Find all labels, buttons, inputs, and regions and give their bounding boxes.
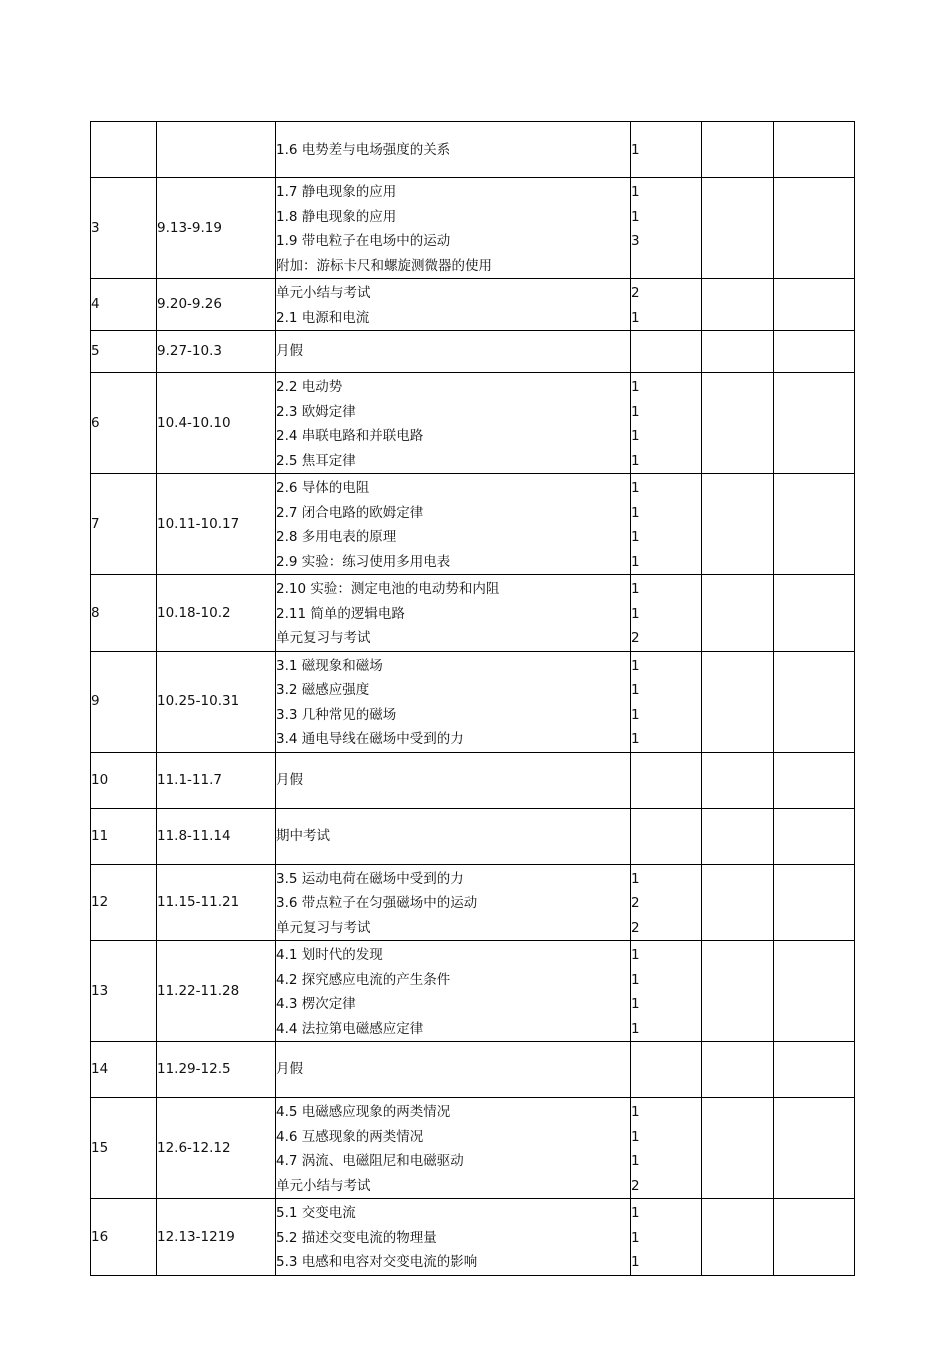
topic-cell <box>276 752 631 808</box>
date-range-cell: 11.29-12.5 <box>157 1042 276 1098</box>
table-row <box>91 1042 855 1098</box>
topic-line: 2.11 简单的逻辑电路 <box>276 605 405 622</box>
topic-cell <box>276 1098 631 1199</box>
extra-cell-1 <box>702 864 774 941</box>
extra-cell-2 <box>774 474 855 575</box>
hours-line: 1 <box>631 1020 640 1037</box>
hours-cell <box>631 1199 702 1276</box>
extra-cell-1 <box>702 1098 774 1199</box>
hours-cell <box>631 651 702 752</box>
topic-line: 3.4 通电导线在磁场中受到的力 <box>276 731 464 747</box>
hours-line: 1 <box>631 731 640 747</box>
schedule-table <box>90 121 855 1276</box>
topic-line: 4.2 探究感应电流的产生条件 <box>276 971 451 988</box>
topic-line: 4.6 互感现象的两类情况 <box>276 1128 424 1145</box>
extra-cell-1 <box>702 331 774 373</box>
topic-cell <box>276 864 631 941</box>
hours-cell <box>631 178 702 279</box>
hours-cell <box>631 373 702 474</box>
hours-line: 1 <box>631 1254 640 1270</box>
week-cell: 9 <box>91 651 157 752</box>
date-range-cell: 10.11-10.17 <box>157 474 276 575</box>
topic-cell <box>276 575 631 652</box>
hours-line: 1 <box>631 1229 640 1246</box>
topic-line: 4.3 楞次定律 <box>276 996 356 1012</box>
hours-cell <box>631 331 702 373</box>
topic-line: 2.2 电动势 <box>276 379 343 395</box>
week-cell: 3 <box>91 178 157 279</box>
hours-cell <box>631 575 702 652</box>
week-cell: 16 <box>91 1199 157 1276</box>
topic-line: 附加：游标卡尺和螺旋测微器的使用 <box>276 257 492 274</box>
topic-line: 2.1 电源和电流 <box>276 309 370 326</box>
hours-line: 1 <box>631 428 640 444</box>
table-row <box>91 808 855 864</box>
extra-cell-1 <box>702 122 774 178</box>
hours-line: 1 <box>631 657 640 674</box>
table-row <box>91 331 855 373</box>
date-range-cell: 9.13-9.19 <box>157 178 276 279</box>
extra-cell-2 <box>774 864 855 941</box>
table-row <box>91 1098 855 1199</box>
topic-line: 5.3 电感和电容对交变电流的影响 <box>276 1254 478 1270</box>
topic-line: 单元小结与考试 <box>276 1177 371 1194</box>
table-row <box>91 122 855 178</box>
topic-cell <box>276 1042 631 1098</box>
topic-cell <box>276 808 631 864</box>
topic-line: 5.2 描述交变电流的物理量 <box>276 1229 437 1246</box>
topic-line: 4.5 电磁感应现象的两类情况 <box>276 1104 451 1120</box>
hours-line: 2 <box>631 285 640 301</box>
topic-cell <box>276 474 631 575</box>
topic-line: 5.1 交变电流 <box>276 1205 356 1221</box>
hours-line: 1 <box>631 1153 640 1169</box>
hours-line: 1 <box>631 682 640 698</box>
schedule-body <box>91 122 855 1276</box>
topic-line: 4.1 划时代的发现 <box>276 947 383 963</box>
week-cell: 7 <box>91 474 157 575</box>
date-range-cell: 12.13-1219 <box>157 1199 276 1276</box>
hours-line: 1 <box>631 379 640 395</box>
topic-line: 1.9 带电粒子在电场中的运动 <box>276 233 451 249</box>
extra-cell-2 <box>774 331 855 373</box>
hours-cell <box>631 279 702 331</box>
week-cell: 4 <box>91 279 157 331</box>
week-cell: 13 <box>91 941 157 1042</box>
topic-line: 1.8 静电现象的应用 <box>276 208 397 225</box>
hours-line: 2 <box>631 1177 640 1194</box>
table-row <box>91 1199 855 1276</box>
week-cell: 6 <box>91 373 157 474</box>
hours-line <box>631 254 701 279</box>
hours-line: 1 <box>631 706 640 723</box>
table-row <box>91 651 855 752</box>
date-range-cell: 11.1-11.7 <box>157 752 276 808</box>
extra-cell-2 <box>774 373 855 474</box>
topic-line: 1.6 电势差与电场强度的关系 <box>276 142 451 159</box>
topic-line: 3.1 磁现象和磁场 <box>276 657 383 674</box>
date-range-cell: 11.15-11.21 <box>157 864 276 941</box>
topic-line: 3.2 磁感应强度 <box>276 682 370 698</box>
hours-line: 1 <box>631 1104 640 1120</box>
table-row <box>91 178 855 279</box>
topic-line: 1.7 静电现象的应用 <box>276 184 397 200</box>
hours-line: 1 <box>631 971 640 988</box>
extra-cell-1 <box>702 1199 774 1276</box>
hours-line: 1 <box>631 452 640 469</box>
topic-line: 单元复习与考试 <box>276 630 371 646</box>
hours-line: 1 <box>631 1205 640 1221</box>
topic-line: 月假 <box>276 1061 303 1078</box>
hours-line: 1 <box>631 529 640 545</box>
hours-line: 1 <box>631 403 640 420</box>
date-range-cell: 10.4-10.10 <box>157 373 276 474</box>
hours-line <box>631 1057 701 1082</box>
week-cell: 8 <box>91 575 157 652</box>
topic-cell <box>276 122 631 178</box>
week-cell: 15 <box>91 1098 157 1199</box>
hours-line: 1 <box>631 1128 640 1145</box>
table-row <box>91 474 855 575</box>
topic-line: 月假 <box>276 771 303 788</box>
topic-line: 3.6 带点粒子在匀强磁场中的运动 <box>276 895 478 911</box>
date-range-cell: 10.18-10.2 <box>157 575 276 652</box>
topic-line: 3.5 运动电荷在磁场中受到的力 <box>276 870 464 887</box>
hours-line: 1 <box>631 309 640 326</box>
week-cell: 14 <box>91 1042 157 1098</box>
topic-cell <box>276 1199 631 1276</box>
extra-cell-2 <box>774 651 855 752</box>
topic-line: 4.7 涡流、电磁阻尼和电磁驱动 <box>276 1153 464 1169</box>
table-row <box>91 575 855 652</box>
date-range-cell: 12.6-12.12 <box>157 1098 276 1199</box>
extra-cell-2 <box>774 752 855 808</box>
topic-line: 2.9 实验：练习使用多用电表 <box>276 553 451 570</box>
topic-line: 3.3 几种常见的磁场 <box>276 706 397 723</box>
extra-cell-2 <box>774 178 855 279</box>
topic-cell <box>276 331 631 373</box>
table-row <box>91 373 855 474</box>
extra-cell-1 <box>702 941 774 1042</box>
hours-line: 1 <box>631 581 640 597</box>
extra-cell-2 <box>774 1199 855 1276</box>
week-cell <box>91 122 157 178</box>
hours-cell <box>631 941 702 1042</box>
hours-cell <box>631 474 702 575</box>
extra-cell-2 <box>774 575 855 652</box>
topic-line: 2.4 串联电路和并联电路 <box>276 428 424 444</box>
topic-cell <box>276 651 631 752</box>
hours-cell <box>631 864 702 941</box>
topic-line: 2.5 焦耳定律 <box>276 452 356 469</box>
topic-line: 单元小结与考试 <box>276 285 371 301</box>
hours-line: 1 <box>631 142 640 159</box>
topic-line: 2.7 闭合电路的欧姆定律 <box>276 504 424 521</box>
table-row <box>91 752 855 808</box>
topic-line: 单元复习与考试 <box>276 919 371 936</box>
hours-cell <box>631 1098 702 1199</box>
hours-line: 2 <box>631 895 640 911</box>
topic-line: 2.8 多用电表的原理 <box>276 529 397 545</box>
week-cell: 12 <box>91 864 157 941</box>
hours-line <box>631 824 701 849</box>
extra-cell-2 <box>774 279 855 331</box>
extra-cell-2 <box>774 808 855 864</box>
extra-cell-1 <box>702 575 774 652</box>
topic-cell <box>276 178 631 279</box>
hours-line: 1 <box>631 184 640 200</box>
extra-cell-2 <box>774 1098 855 1199</box>
topic-cell <box>276 279 631 331</box>
hours-line: 2 <box>631 919 640 936</box>
extra-cell-1 <box>702 651 774 752</box>
extra-cell-1 <box>702 178 774 279</box>
hours-line: 1 <box>631 480 640 496</box>
extra-cell-1 <box>702 808 774 864</box>
table-row <box>91 279 855 331</box>
week-cell: 5 <box>91 331 157 373</box>
hours-line: 1 <box>631 553 640 570</box>
extra-cell-1 <box>702 373 774 474</box>
hours-line <box>631 339 701 364</box>
hours-line <box>631 768 701 793</box>
table-row <box>91 864 855 941</box>
topic-line: 月假 <box>276 343 303 360</box>
hours-line: 1 <box>631 605 640 622</box>
topic-line: 2.3 欧姆定律 <box>276 403 356 420</box>
date-range-cell: 10.25-10.31 <box>157 651 276 752</box>
date-range-cell <box>157 122 276 178</box>
extra-cell-2 <box>774 941 855 1042</box>
extra-cell-1 <box>702 752 774 808</box>
extra-cell-2 <box>774 1042 855 1098</box>
hours-line: 3 <box>631 233 640 249</box>
date-range-cell: 11.22-11.28 <box>157 941 276 1042</box>
extra-cell-1 <box>702 1042 774 1098</box>
date-range-cell: 11.8-11.14 <box>157 808 276 864</box>
topic-line: 2.10 实验：测定电池的电动势和内阻 <box>276 581 500 597</box>
hours-cell <box>631 1042 702 1098</box>
week-cell: 11 <box>91 808 157 864</box>
hours-cell <box>631 752 702 808</box>
topic-line: 期中考试 <box>276 827 330 844</box>
date-range-cell: 9.20-9.26 <box>157 279 276 331</box>
date-range-cell: 9.27-10.3 <box>157 331 276 373</box>
hours-line: 1 <box>631 996 640 1012</box>
topic-cell <box>276 373 631 474</box>
hours-cell <box>631 122 702 178</box>
topic-cell <box>276 941 631 1042</box>
table-row <box>91 941 855 1042</box>
extra-cell-1 <box>702 279 774 331</box>
hours-line: 1 <box>631 208 640 225</box>
hours-line: 1 <box>631 870 640 887</box>
hours-line: 2 <box>631 630 640 646</box>
topic-line: 2.6 导体的电阻 <box>276 480 370 496</box>
week-cell: 10 <box>91 752 157 808</box>
hours-line: 1 <box>631 504 640 521</box>
extra-cell-1 <box>702 474 774 575</box>
topic-line: 4.4 法拉第电磁感应定律 <box>276 1020 424 1037</box>
extra-cell-2 <box>774 122 855 178</box>
hours-line: 1 <box>631 947 640 963</box>
hours-cell <box>631 808 702 864</box>
